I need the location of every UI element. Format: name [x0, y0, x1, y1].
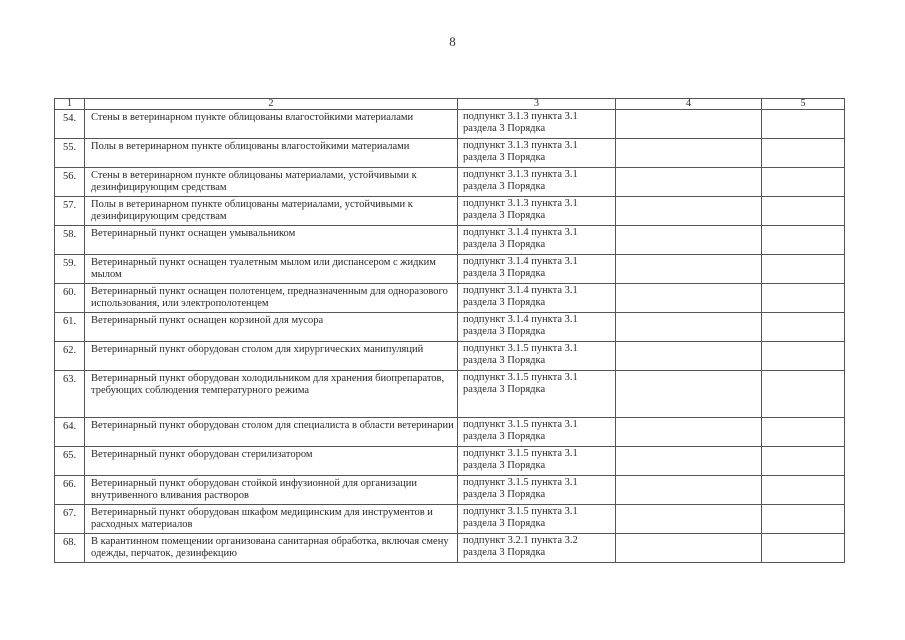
requirement-text: Ветеринарный пункт оборудован столом для специалиста в области ветеринарии	[85, 418, 458, 447]
col4-cell	[616, 110, 762, 139]
checklist-table-container	[54, 98, 845, 563]
reference-text: подпункт 3.1.4 пункта 3.1 раздела 3 Порядка	[458, 255, 616, 284]
col5-cell	[762, 313, 845, 342]
reference-text: подпункт 3.1.5 пункта 3.1 раздела 3 Порядка	[458, 505, 616, 534]
row-number: 68.	[55, 534, 85, 563]
table-row	[55, 342, 845, 371]
reference-text: подпункт 3.1.4 пункта 3.1 раздела 3 Порядка	[458, 284, 616, 313]
row-number: 61.	[55, 313, 85, 342]
row-number: 62.	[55, 342, 85, 371]
table-row	[55, 284, 845, 313]
col5-cell	[762, 534, 845, 563]
col5-cell	[762, 255, 845, 284]
col5-cell	[762, 476, 845, 505]
table-header-row	[55, 99, 845, 110]
reference-text: подпункт 3.1.5 пункта 3.1 раздела 3 Порядка	[458, 476, 616, 505]
col4-cell	[616, 371, 762, 418]
requirement-text: Полы в ветеринарном пункте облицованы влагостойкими материалами	[85, 139, 458, 168]
col4-cell	[616, 255, 762, 284]
col4-cell	[616, 226, 762, 255]
reference-text: подпункт 3.2.1 пункта 3.2 раздела 3 Порядка	[458, 534, 616, 563]
requirement-text: Ветеринарный пункт оснащен корзиной для мусора	[85, 313, 458, 342]
row-number: 67.	[55, 505, 85, 534]
col5-cell	[762, 418, 845, 447]
col5-cell	[762, 447, 845, 476]
table-row	[55, 197, 845, 226]
header-col-1: 1	[55, 99, 85, 110]
table-body	[55, 110, 845, 563]
table-row	[55, 418, 845, 447]
checklist-table	[54, 98, 845, 563]
col4-cell	[616, 313, 762, 342]
header-col-5: 5	[762, 99, 845, 110]
row-number: 54.	[55, 110, 85, 139]
row-number: 64.	[55, 418, 85, 447]
col4-cell	[616, 139, 762, 168]
row-number: 58.	[55, 226, 85, 255]
row-number: 65.	[55, 447, 85, 476]
table-row	[55, 255, 845, 284]
table-row	[55, 139, 845, 168]
col4-cell	[616, 284, 762, 313]
reference-text: подпункт 3.1.5 пункта 3.1 раздела 3 Порядка	[458, 342, 616, 371]
header-col-3: 3	[458, 99, 616, 110]
table-row	[55, 226, 845, 255]
reference-text: подпункт 3.1.3 пункта 3.1 раздела 3 Порядка	[458, 139, 616, 168]
col5-cell	[762, 226, 845, 255]
requirement-text: Ветеринарный пункт оснащен полотенцем, предназначенным для одноразового использования, или электрополотенцем	[85, 284, 458, 313]
requirement-text: В карантинном помещении организована санитарная обработка, включая смену одежды, перчаток, дезинфекцию	[85, 534, 458, 563]
col4-cell	[616, 534, 762, 563]
requirement-text: Ветеринарный пункт оборудован шкафом медицинским для инструментов и расходных материалов	[85, 505, 458, 534]
reference-text: подпункт 3.1.5 пункта 3.1 раздела 3 Порядка	[458, 418, 616, 447]
row-number: 63.	[55, 371, 85, 418]
requirement-text: Ветеринарный пункт оборудован столом для хирургических манипуляций	[85, 342, 458, 371]
col4-cell	[616, 505, 762, 534]
row-number: 59.	[55, 255, 85, 284]
table-row	[55, 447, 845, 476]
reference-text: подпункт 3.1.3 пункта 3.1 раздела 3 Порядка	[458, 197, 616, 226]
col5-cell	[762, 168, 845, 197]
reference-text: подпункт 3.1.5 пункта 3.1 раздела 3 Порядка	[458, 371, 616, 418]
table-row	[55, 371, 845, 418]
requirement-text: Ветеринарный пункт оборудован холодильником для хранения биопрепаратов, требующих соблюдения температурного режима	[85, 371, 458, 418]
requirement-text: Ветеринарный пункт оборудован стойкой инфузионной для организации внутривенного вливания растворов	[85, 476, 458, 505]
col4-cell	[616, 447, 762, 476]
table-row	[55, 110, 845, 139]
requirement-text: Ветеринарный пункт оснащен туалетным мылом или диспансером с жидким мылом	[85, 255, 458, 284]
row-number: 57.	[55, 197, 85, 226]
reference-text: подпункт 3.1.3 пункта 3.1 раздела 3 Порядка	[458, 110, 616, 139]
reference-text: подпункт 3.1.4 пункта 3.1 раздела 3 Порядка	[458, 226, 616, 255]
reference-text: подпункт 3.1.3 пункта 3.1 раздела 3 Порядка	[458, 168, 616, 197]
col5-cell	[762, 342, 845, 371]
table-row	[55, 476, 845, 505]
table-row	[55, 534, 845, 563]
row-number: 56.	[55, 168, 85, 197]
col4-cell	[616, 476, 762, 505]
col4-cell	[616, 342, 762, 371]
page-number: 8	[449, 34, 456, 49]
header-col-2: 2	[85, 99, 458, 110]
reference-text: подпункт 3.1.5 пункта 3.1 раздела 3 Порядка	[458, 447, 616, 476]
col5-cell	[762, 505, 845, 534]
requirement-text: Полы в ветеринарном пункте облицованы материалами, устойчивыми к дезинфицирующим средствам	[85, 197, 458, 226]
requirement-text: Ветеринарный пункт оснащен умывальником	[85, 226, 458, 255]
table-row	[55, 168, 845, 197]
col5-cell	[762, 110, 845, 139]
row-number: 60.	[55, 284, 85, 313]
header-col-4: 4	[616, 99, 762, 110]
col4-cell	[616, 418, 762, 447]
table-row	[55, 313, 845, 342]
requirement-text: Ветеринарный пункт оборудован стерилизатором	[85, 447, 458, 476]
col5-cell	[762, 197, 845, 226]
row-number: 55.	[55, 139, 85, 168]
col5-cell	[762, 284, 845, 313]
requirement-text: Стены в ветеринарном пункте облицованы влагостойкими материалами	[85, 110, 458, 139]
requirement-text: Стены в ветеринарном пункте облицованы материалами, устойчивыми к дезинфицирующим средствам	[85, 168, 458, 197]
table-row	[55, 505, 845, 534]
col4-cell	[616, 197, 762, 226]
reference-text: подпункт 3.1.4 пункта 3.1 раздела 3 Порядка	[458, 313, 616, 342]
row-number: 66.	[55, 476, 85, 505]
col5-cell	[762, 371, 845, 418]
col4-cell	[616, 168, 762, 197]
col5-cell	[762, 139, 845, 168]
